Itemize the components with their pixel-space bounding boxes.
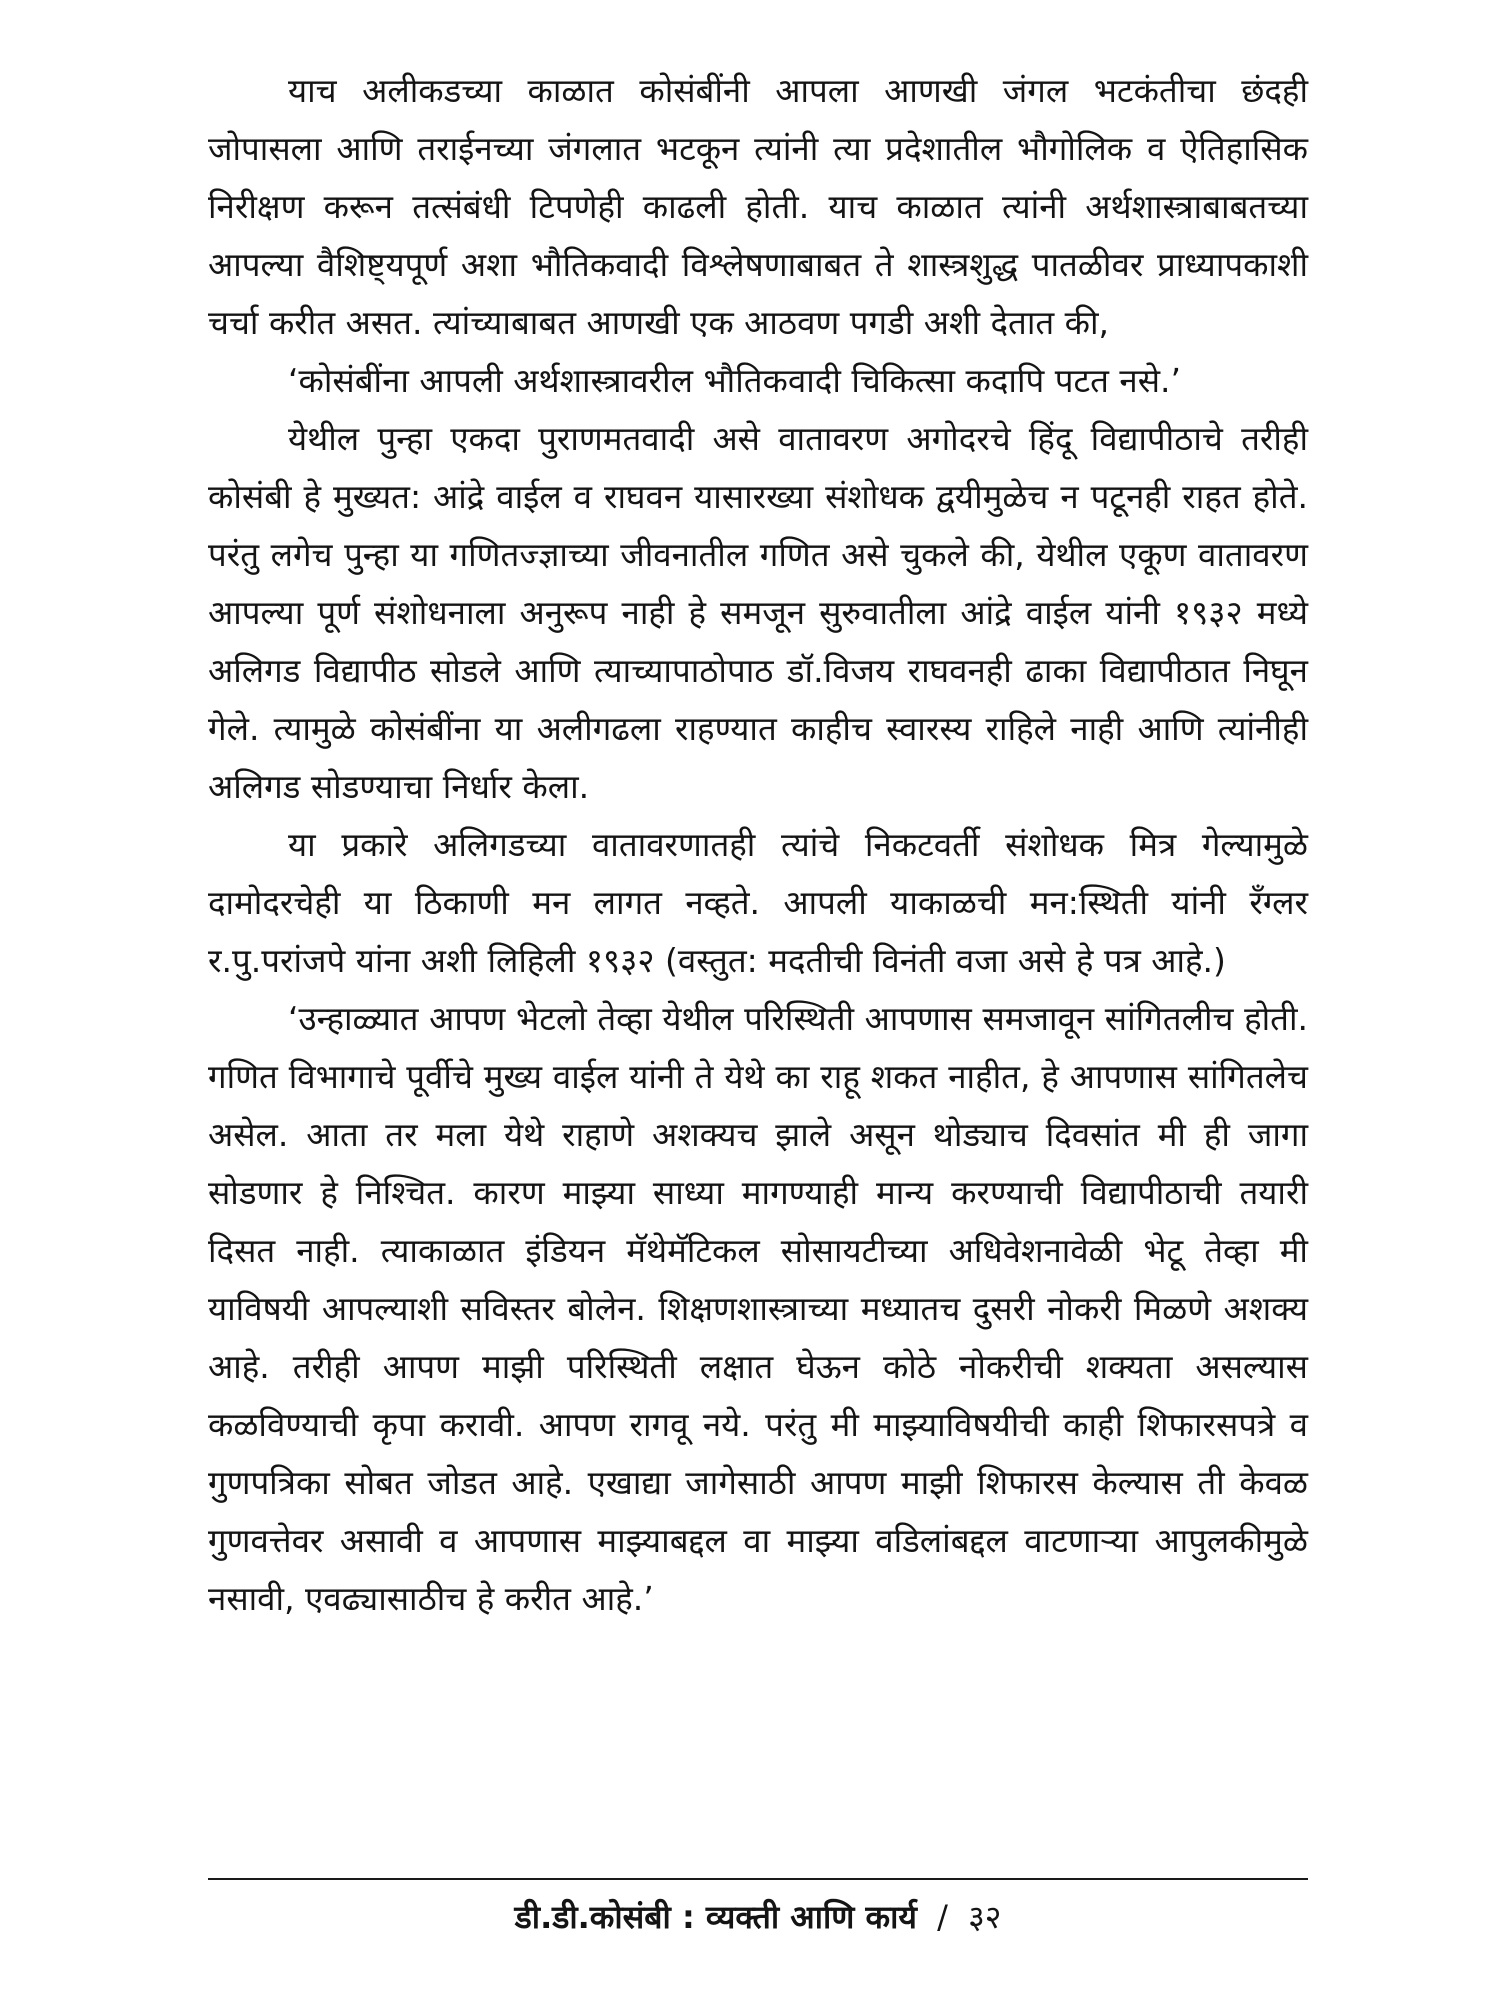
paragraph-3: येथील पुन्हा एकदा पुराणमतवादी असे वातावरण अगोदरचे हिंदू विद्यापीठाचे तरीही कोसंबी हे मुख्यत: आंद्रे वाईल व राघवन यासारख्या संशोधक द्वयीमुळेच न पटूनही राहत होते. परंतु लगेच पुन्हा या गणितज्ज्ञाच्या जीवनातील गणित असे चुकले की, येथील एकूण वातावरण आपल्या पूर्ण संशोधनाला अनुरूप नाही हे समजून सुरुवातीला आंद्रे वाईल यांनी १९३२ मध्ये अलिगड विद्यापीठ सोडले आणि त्याच्यापाठोपाठ डॉ.विजय राघवनही ढाका विद्यापीठात निघून गेले. त्यामुळे कोसंबींना या अलीगढला राहण्यात काहीच स्वारस्य राहिले नाही आणि त्यांनीही अलिगड सोडण्याचा निर्धार केला. xyxy=(208,419,1308,806)
paragraph-2-quote: ‘कोसंबींना आपली अर्थशास्त्रावरील भौतिकवादी चिकित्सा कदापि पटत नसे.’ xyxy=(288,361,1182,400)
page-footer xyxy=(208,1895,1308,1938)
paragraph-1: याच अलीकडच्या काळात कोसंबींनी आपला आणखी जंगल भटकंतीचा छंदही जोपासला आणि तराईनच्या जंगलात भटकून त्यांनी त्या प्रदेशातील भौगोलिक व ऐतिहासिक निरीक्षण करून तत्संबंधी टिपणेही काढली होती. याच काळात त्यांनी अर्थशास्त्राबाबतच्या आपल्या वैशिष्ट्यपूर्ण अशा भौतिकवादी विश्लेषणाबाबत ते शास्त्रशुद्ध पातळीवर प्राध्यापकाशी चर्चा करीत असत. त्यांच्याबाबत आणखी एक आठवण पगडी अशी देतात की, xyxy=(208,71,1308,342)
footer-divider xyxy=(208,1878,1308,1880)
footer-book-title: डी.डी.कोसंबी : व्यक्ती आणि कार्य xyxy=(514,1898,917,1936)
page-body xyxy=(208,62,1308,1628)
paragraph-5-letter: ‘उन्हाळ्यात आपण भेटलो तेव्हा येथील परिस्थिती आपणास समजावून सांगितलीच होती. गणित विभागाचे पूर्वीचे मुख्य वाईल यांनी ते येथे का राहू शकत नाहीत, हे आपणास सांगितलेच असेल. आता तर मला येथे राहाणे अशक्यच झाले असून थोड्याच दिवसांत मी ही जागा सोडणार हे निश्चित. कारण माझ्या साध्या मागण्याही मान्य करण्याची विद्यापीठाची तयारी दिसत नाही. त्याकाळात इंडियन मॅथेमॅटिकल सोसायटीच्या अधिवेशनावेळी भेटू तेव्हा मी याविषयी आपल्याशी सविस्तर बोलेन. शिक्षणशास्त्राच्या मध्यातच दुसरी नोकरी मिळणे अशक्य आहे. तरीही आपण माझी परिस्थिती लक्षात घेऊन कोठे नोकरीची शक्यता असल्यास कळविण्याची कृपा करावी. आपण रागवू नये. परंतु मी माझ्याविषयीची काही शिफारसपत्रे व गुणपत्रिका सोबत जोडत आहे. एखाद्या जागेसाठी आपण माझी शिफारस केल्यास ती केवळ गुणवत्तेवर असावी व आपणास माझ्याबद्दल वा माझ्या वडिलांबद्दल वाटणाऱ्या आपुलकीमुळे नसावी, एवढ्यासाठीच हे करीत आहे.’ xyxy=(208,999,1308,1618)
paragraph-4: या प्रकारे अलिगडच्या वातावरणातही त्यांचे निकटवर्ती संशोधक मित्र गेल्यामुळे दामोदरचेही या ठिकाणी मन लागत नव्हते. आपली याकाळची मन:स्थिती यांनी रँग्लर र.पु.परांजपे यांना अशी लिहिली १९३२ (वस्तुत: मदतीची विनंती वजा असे हे पत्र आहे.) xyxy=(208,825,1308,980)
footer-separator: / xyxy=(937,1898,948,1936)
footer-page-number: ३२ xyxy=(968,1898,1002,1936)
